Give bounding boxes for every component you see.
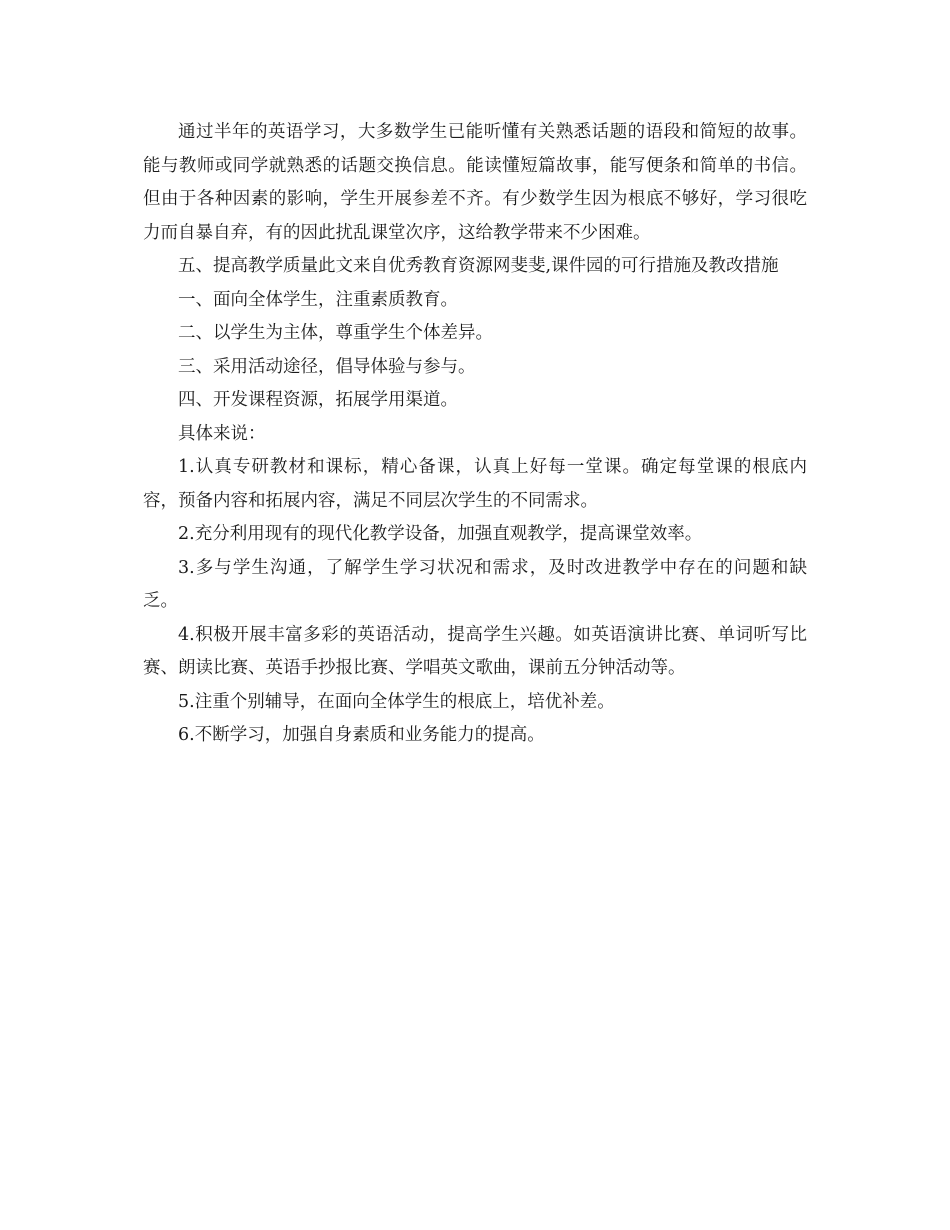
measure-item: 4.积极开展丰富多彩的英语活动，提高学生兴趣。如英语演讲比赛、单词听写比赛、朗读比赛、英语手抄报比赛、学唱英文歌曲，课前五分钟活动等。 [143,624,807,678]
section-heading: 五、提高教学质量此文来自优秀教育资源网斐斐,课件园的可行措施及教改措施 [178,256,779,276]
measure-item: 6.不断学习，加强自身素质和业务能力的提高。 [178,725,545,745]
document-body [143,116,807,753]
measure-item: 1.认真专研教材和课标，精心备课，认真上好每一堂课。确定每堂课的根底内容，预备内容和拓展内容，满足不同层次学生的不同需求。 [143,457,807,511]
principle-item: 二、以学生为主体，尊重学生个体差异。 [178,323,493,343]
paragraph-intro: 通过半年的英语学习，大多数学生已能听懂有关熟悉话题的语段和简短的故事。能与教师或同学就熟悉的话题交换信息。能读懂短篇故事，能写便条和简单的书信。但由于各种因素的影响，学生开展参差不齐。有少数学生因为根底不够好，学习很吃力而自暴自弃，有的因此扰乱课堂次序，这给教学带来不少困难。 [143,122,807,243]
principle-item: 一、面向全体学生，注重素质教育。 [178,289,458,310]
measure-item: 5.注重个别辅导，在面向全体学生的根底上，培优补差。 [178,691,615,712]
measure-item: 3.多与学生沟通，了解学生学习状况和需求，及时改进教学中存在的问题和缺乏。 [143,557,807,611]
subheading: 具体来说： [178,423,266,444]
principle-item: 三、采用活动途径，倡导体验与参与。 [178,356,476,377]
measure-item: 2.充分利用现有的现代化教学设备，加强直观教学，提高课堂效率。 [178,524,703,544]
principle-item: 四、开发课程资源，拓展学用渠道。 [178,390,458,410]
